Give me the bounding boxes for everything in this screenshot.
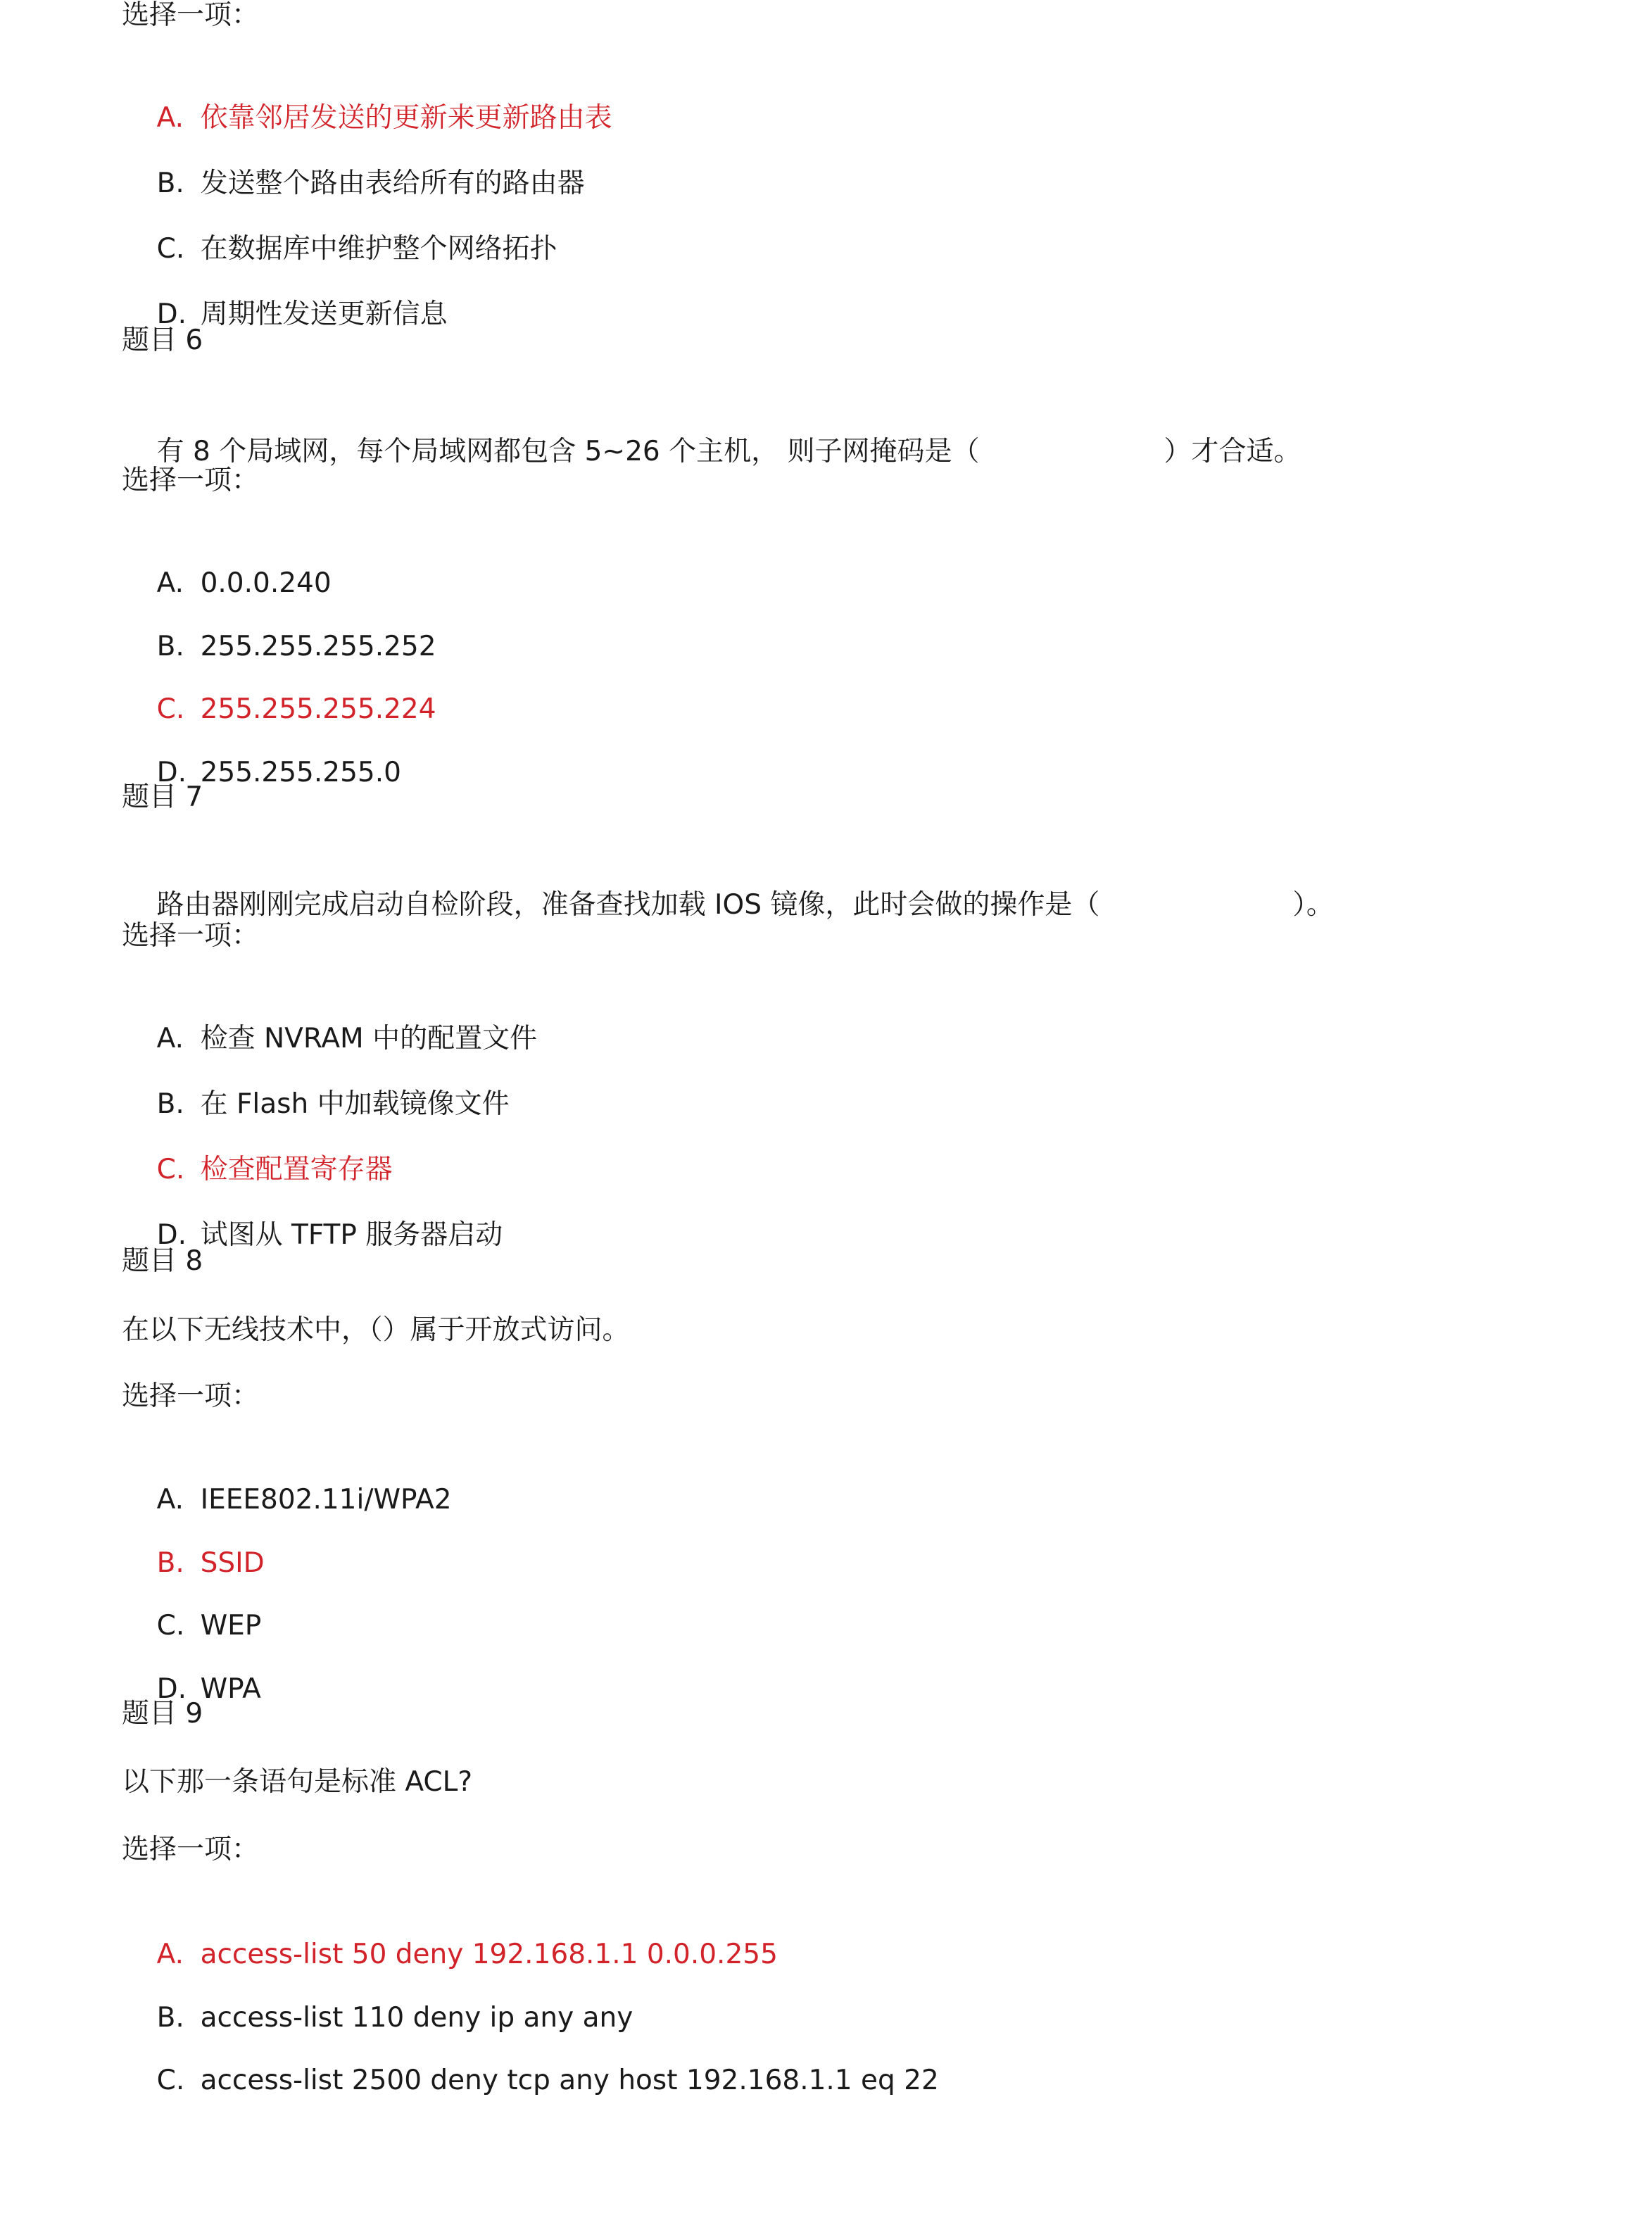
- q9-heading: 题目 9: [122, 1698, 203, 1730]
- option-letter: D.: [156, 757, 187, 788]
- q7-question: [122, 846, 1334, 964]
- option-text: access-list 2500 deny tcp any host 192.168.1.1 eq 22: [200, 2065, 939, 2096]
- option-letter: B.: [156, 1547, 184, 1579]
- question-text-start: 路由器刚刚完成启动自检阶段，准备查找加载 IOS 镜像，此时会做的操作是（: [156, 889, 1100, 921]
- option-text: 255.255.255.252: [200, 631, 436, 662]
- option-text: 周期性发送更新信息: [200, 298, 448, 330]
- option-letter: C.: [156, 693, 185, 725]
- option-letter: A.: [156, 102, 184, 134]
- option-letter: A.: [156, 1939, 184, 1970]
- question-text-end: ）。: [1292, 889, 1334, 921]
- option-text: access-list 50 deny 192.168.1.1 0.0.0.255: [200, 1939, 778, 1970]
- option-text: 发送整个路由表给所有的路由器: [200, 168, 585, 199]
- option-text: 在 Flash 中加载镜像文件: [200, 1088, 510, 1120]
- option-letter: C.: [156, 1610, 185, 1642]
- option-letter: C.: [156, 233, 185, 265]
- option-text: SSID: [200, 1547, 265, 1579]
- option-text: 在数据库中维护整个网络拓扑: [200, 233, 557, 265]
- q8-heading: 题目 8: [122, 1245, 203, 1277]
- q6-heading: 题目 6: [122, 325, 203, 356]
- q8-select-label: 选择一项：: [122, 1380, 260, 1412]
- q7-heading: 题目 7: [122, 781, 203, 813]
- q6-question: [122, 393, 1301, 511]
- option-letter: C.: [156, 2065, 185, 2096]
- option-letter: A.: [156, 1484, 184, 1516]
- option-text: 检查配置寄存器: [200, 1154, 393, 1185]
- option-letter: A.: [156, 567, 184, 599]
- option-text: 检查 NVRAM 中的配置文件: [200, 1023, 538, 1054]
- option-text: WPA: [200, 1673, 261, 1705]
- q8-question: 在以下无线技术中，（）属于开放式访问。: [122, 1314, 630, 1346]
- q5-select-label: 选择一项：: [122, 0, 260, 31]
- option-letter: A.: [156, 1023, 184, 1054]
- q9-question: 以下那一条语句是标准 ACL?: [122, 1766, 473, 1798]
- option-letter: B.: [156, 2002, 184, 2034]
- option-text: 0.0.0.240: [200, 567, 332, 599]
- question-text-start: 有 8 个局域网，每个局域网都包含 5~26 个主机， 则子网掩码是（: [156, 436, 980, 467]
- option-letter: D.: [156, 298, 187, 330]
- option-letter: C.: [156, 1154, 185, 1185]
- q9-select-label: 选择一项：: [122, 1834, 260, 1865]
- option-text: WEP: [200, 1610, 262, 1642]
- option-letter: D.: [156, 1219, 187, 1251]
- q7-select-label: 选择一项：: [122, 920, 260, 952]
- option-letter: B.: [156, 168, 184, 199]
- option-text: 依靠邻居发送的更新来更新路由表: [200, 102, 612, 134]
- option-text: 试图从 TFTP 服务器启动: [200, 1219, 503, 1251]
- option-letter: B.: [156, 631, 184, 662]
- option-text: access-list 110 deny ip any any: [200, 2002, 633, 2034]
- question-text-end: ）才合适。: [1164, 436, 1301, 467]
- q6-select-label: 选择一项：: [122, 465, 260, 496]
- option-text: 255.255.255.224: [200, 693, 436, 725]
- option-letter: B.: [156, 1088, 184, 1120]
- option-text: 255.255.255.0: [200, 757, 401, 788]
- q9-option-c[interactable]: [122, 2022, 939, 2140]
- option-text: IEEE802.11i/WPA2: [200, 1484, 452, 1516]
- option-letter: D.: [156, 1673, 187, 1705]
